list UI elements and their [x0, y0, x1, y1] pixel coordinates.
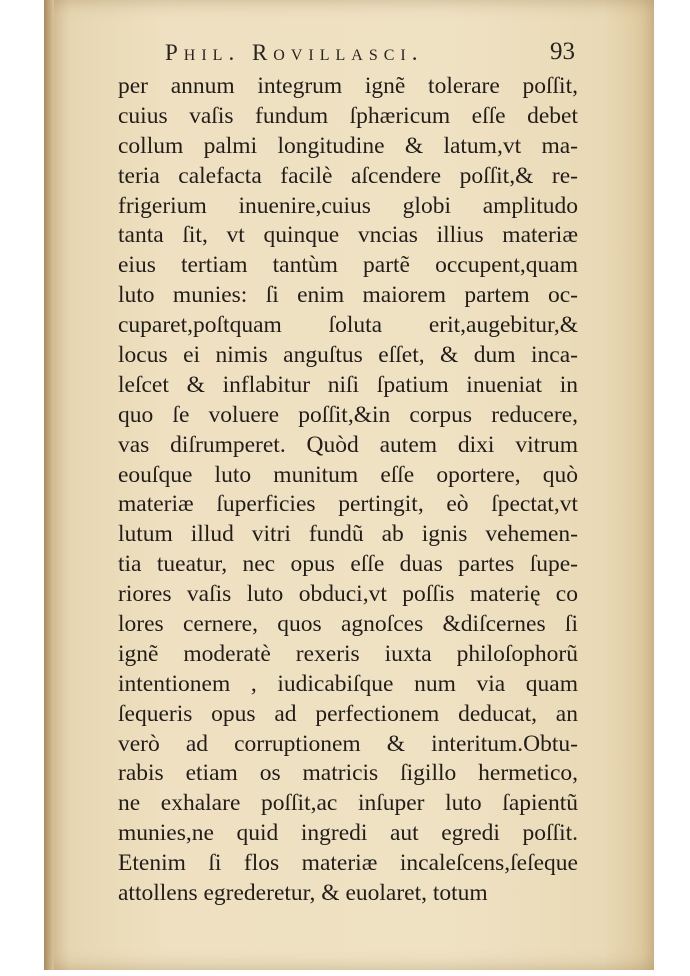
- text-line: Etenim ſi flos materiæ incaleſcens,ſeſeque: [118, 850, 578, 877]
- page-number: 93: [550, 38, 575, 65]
- text-line: tia tueatur, nec opus eſſe duas partes ſupe-: [118, 551, 578, 578]
- text-line: riores vaſis luto obduci,vt poſſis materię co: [118, 581, 578, 608]
- text-line: lores cernere, quos agnoſces &diſcernes ſi: [118, 611, 578, 638]
- text-line: frigerium inuenire,cuius globi amplitudo: [118, 192, 578, 219]
- text-line: materiæ ſuperficies pertingit, eò ſpectat,vt: [118, 491, 578, 518]
- text-line: ne exhalare poſſit,ac inſuper luto ſapientũ: [118, 790, 578, 817]
- text-line: teria calefacta facilè aſcendere poſſit,& re-: [118, 162, 578, 189]
- text-line: intentionem , iudicabiſque num via quam: [118, 670, 578, 697]
- text-line: lutum illud vitri fundũ ab ignis vehemen-: [118, 521, 578, 548]
- page-header: [165, 38, 575, 70]
- text-line: ſequeris opus ad perfectionem deducat, an: [118, 700, 578, 727]
- text-line: leſcet & inflabitur niſi ſpatium inueniat in: [118, 371, 578, 398]
- body-text: [118, 72, 578, 909]
- text-line: per annum integrum ignẽ tolerare poſſit,: [118, 73, 578, 99]
- text-line: quo ſe voluere poſſit,&in corpus reducere,: [118, 401, 578, 428]
- text-line: eius tertiam tantùm partẽ occupent,quam: [118, 252, 578, 279]
- text-line: vas diſrumperet. Quòd autem dixi vitrum: [118, 431, 578, 458]
- text-line: attollens egrederetur, & euolaret, totum: [118, 880, 488, 907]
- text-line: ignẽ moderatè rexeris iuxta philoſophorũ: [118, 640, 578, 667]
- text-line: munies,ne quid ingredi aut egredi poſſit.: [118, 820, 578, 847]
- text-line: luto munies: ſi enim maiorem partem oc-: [118, 282, 578, 309]
- text-line: eouſque luto munitum eſſe oportere, quò: [118, 461, 578, 488]
- text-line: cuparet,poſtquam ſoluta erit,augebitur,&: [118, 312, 578, 339]
- page-gutter-edge: [44, 0, 54, 970]
- text-line: verò ad corruptionem & interitum.Obtu-: [118, 730, 578, 757]
- text-line: tanta ſit, vt quinque vncias illius materiæ: [118, 222, 578, 249]
- running-head: Phil. Rovillasci.: [165, 40, 424, 65]
- text-line: locus ei nimis anguſtus eſſet, & dum inca-: [118, 342, 578, 369]
- text-line: rabis etiam os matricis ſigillo hermetico,: [118, 760, 578, 787]
- text-line: collum palmi longitudine & latum,vt ma-: [118, 132, 578, 159]
- text-line: cuius vaſis fundum ſphæricum eſſe debet: [118, 102, 578, 129]
